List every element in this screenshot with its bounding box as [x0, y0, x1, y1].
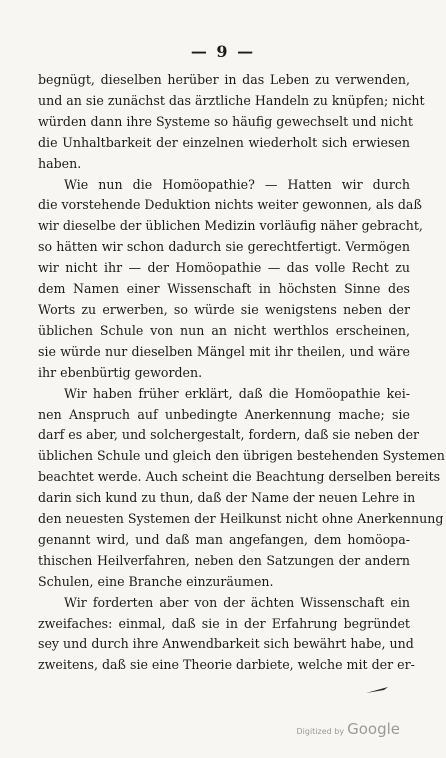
text-line: begnügt, dieselben herüber in das Leben zu verwenden,	[38, 72, 410, 87]
text-line: darf es aber, und solchergestalt, fordern, daß sie neben der	[38, 427, 420, 443]
text-line: wir dieselbe der üblichen Medizin vorläufig näher gebracht,	[38, 218, 423, 234]
text-line: beachtet werde. Auch scheint die Beachtung derselben bereits	[38, 469, 441, 485]
text-line: sie würde nur dieselben Mängel mit ihr theilen, und wäre	[38, 343, 410, 359]
text-line: so hätten wir schon dadurch sie gerechtfertigt. Vermögen	[38, 239, 410, 255]
text-line: haben.	[38, 155, 82, 171]
text-line: nen Anspruch auf unbedingte Anerkennung mache; sie	[38, 406, 410, 422]
text-line: zweifaches: einmal, daß sie in der Erfahrung begründet	[38, 615, 410, 631]
text-line: den neuesten Systemen der Heilkunst nicht ohne Anerkennung	[38, 511, 444, 527]
digitized-by-watermark	[296, 719, 400, 738]
text-line: üblichen Schule von nun an nicht werthlos erscheinen,	[38, 322, 410, 338]
text-line: üblichen Schule und gleich den übrigen bestehenden Systemen	[38, 448, 445, 464]
text-line: thischen Heilverfahren, neben den Satzungen der andern	[38, 552, 410, 568]
body-text	[38, 70, 445, 676]
paragraph	[38, 70, 425, 175]
text-line: die vorstehende Deduktion nichts weiter gewonnen, als daß	[38, 197, 422, 213]
text-line: Wir haben früher erklärt, daß die Homöopathie kei-	[64, 385, 410, 401]
text-line: sey und durch ihre Anwendbarkeit sich bewährt habe, und	[38, 636, 414, 652]
watermark-prefix: Digitized by	[296, 727, 345, 736]
text-line: ihr ebenbürtig geworden.	[38, 364, 203, 380]
text-line: darin sich kund zu thun, daß der Name der neuen Lehre in	[38, 490, 416, 506]
page-number: — 9 —	[190, 42, 256, 61]
text-line: Schulen, eine Branche einzuräumen.	[38, 573, 274, 589]
paragraph	[38, 593, 415, 677]
text-line: zweitens, daß sie eine Theorie darbiete, welche mit der er-	[38, 657, 415, 673]
text-line: Wie nun die Homöopathie? — Hatten wir durch	[64, 176, 410, 192]
paragraph	[38, 175, 423, 384]
text-line: die Unhaltbarkeit der einzelnen wiederholt sich erwiesen	[38, 134, 410, 150]
text-line: und an sie zunächst das ärztliche Handeln zu knüpfen; nicht	[38, 92, 425, 108]
google-logo: Google	[347, 720, 400, 738]
text-line: genannt wird, und daß man angefangen, dem homöopa-	[38, 531, 410, 547]
text-line: wir nicht ihr — der Homöopathie — das volle Recht zu	[38, 260, 410, 276]
text-line: würden dann ihre Systeme so häufig gewechselt und nicht	[38, 113, 413, 129]
ink-mark	[362, 684, 392, 696]
paragraph	[38, 384, 445, 593]
text-line: Wir forderten aber von der ächten Wissenschaft ein	[64, 594, 410, 610]
text-line: Worts zu erwerben, so würde sie wenigstens neben der	[38, 301, 410, 317]
text-line: dem Namen einer Wissenschaft in höchsten Sinne des	[38, 281, 410, 297]
